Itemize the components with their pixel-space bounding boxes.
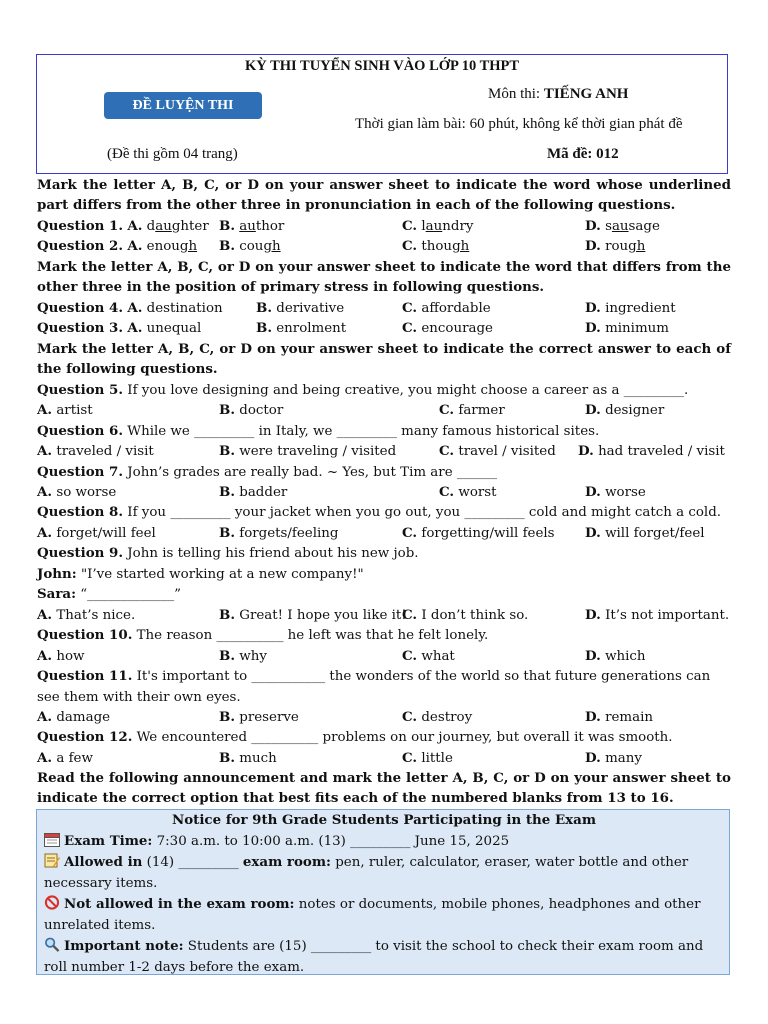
question-label: Question 4. <box>37 300 124 316</box>
question-4 <box>37 298 737 318</box>
option-letter: A. <box>37 750 53 766</box>
option-text: had traveled / visit <box>598 444 725 459</box>
not-allowed-line <box>44 894 724 936</box>
question-label: Question 11. <box>37 668 133 684</box>
option-letter: D. <box>578 443 594 459</box>
option-text: which <box>605 649 646 664</box>
announcement-title: Notice for 9th Grade Students Participating in the Exam <box>171 812 597 828</box>
option-text: It’s not important. <box>605 608 730 623</box>
calendar-icon <box>44 832 60 847</box>
question-text: While we _________ in Italy, we _________ many famous historical sites. <box>123 424 600 439</box>
speaker-label: John: <box>37 566 77 582</box>
option-letter: A. <box>37 525 53 541</box>
exam-code: Mã đề: 012 <box>547 146 619 162</box>
word-part: sage <box>628 219 660 234</box>
option-text: farmer <box>458 403 505 418</box>
option-letter: A. <box>37 484 53 500</box>
option-letter: B. <box>256 300 272 316</box>
option-text: Great! I hope you like it! <box>239 608 407 623</box>
option-text: forgetting/will feels <box>421 526 555 541</box>
question-11-stem <box>37 666 731 708</box>
word-part: ndry <box>442 219 474 234</box>
option-letter: C. <box>439 484 455 500</box>
option-text: badder <box>239 485 288 500</box>
underlined-part: au <box>425 219 443 234</box>
question-1 <box>37 216 737 236</box>
question-text: The reason __________ he left was that he felt lonely. <box>132 628 489 643</box>
option-text: artist <box>56 403 93 418</box>
option-letter: A. <box>37 443 53 459</box>
question-text: John’s grades are really bad. ~ Yes, but Tim are ______ <box>123 465 498 480</box>
exam-time-line <box>44 831 724 853</box>
option-text: travel / visited <box>458 444 556 459</box>
option-text: many <box>605 751 642 766</box>
question-6-options <box>37 441 737 461</box>
practice-badge: ĐỀ LUYỆN THI <box>104 92 262 119</box>
underlined-part: au <box>239 219 256 234</box>
option-letter: A. <box>127 300 143 316</box>
question-5-options <box>37 400 737 420</box>
option-letter: D. <box>585 525 601 541</box>
page-count: (Đề thi gồm 04 trang) <box>107 146 238 162</box>
question-8-stem <box>37 502 737 523</box>
option-text: forgets/feeling <box>239 526 339 541</box>
question-label: Question 9. <box>37 545 124 561</box>
option-text: preserve <box>239 710 299 725</box>
option-text: how <box>56 649 85 664</box>
section2-instruction: Mark the letter A, B, C, or D on your answer sheet to indicate the word that differs from the other three in the position of primary stress in following questions. <box>37 259 731 296</box>
question-11-options <box>37 707 737 727</box>
option-letter: B. <box>219 525 235 541</box>
speaker-label: Sara: <box>37 586 77 602</box>
allowed-line <box>44 852 724 894</box>
option-text: remain <box>605 710 653 725</box>
option-letter: B. <box>219 218 235 234</box>
section3-instruction: Mark the letter A, B, C, or D on your answer sheet to indicate the correct answer to each of the following questions. <box>37 341 731 378</box>
option-letter: B. <box>219 709 235 725</box>
option-letter: B. <box>256 320 272 336</box>
question-5-stem <box>37 380 737 401</box>
exam-title: KỲ THI TUYỂN SINH VÀO LỚP 10 THPT <box>244 58 520 74</box>
option-letter: D. <box>585 402 601 418</box>
option-text: destination <box>146 301 223 316</box>
word-part: d <box>146 219 156 234</box>
magnifier-icon <box>44 937 60 952</box>
option-letter: D. <box>585 300 601 316</box>
option-letter: B. <box>219 443 235 459</box>
option-letter: C. <box>439 402 455 418</box>
word-part: ghter <box>171 219 209 234</box>
announcement-box <box>36 809 730 975</box>
option-letter: D. <box>585 218 601 234</box>
important-note-text: Students are (15) _________ to visit the school to check their exam room and roll number 1-2 days before the exam. <box>44 939 704 975</box>
option-text: worst <box>458 485 497 500</box>
underlined-part: gh <box>263 239 281 254</box>
subject-name: TIẾNG ANH <box>543 86 629 102</box>
question-label: Question 1. <box>37 218 124 234</box>
allowed-text: pen, ruler, calculator, eraser, water bottle and other necessary items. <box>44 855 689 891</box>
option-letter: B. <box>219 750 235 766</box>
option-text: doctor <box>239 403 284 418</box>
question-7-options <box>37 482 737 502</box>
option-letter: A. <box>37 648 53 664</box>
question-label: Question 2. <box>37 238 124 254</box>
option-text: I don’t think so. <box>421 608 529 623</box>
option-text: enrolment <box>276 321 347 336</box>
question-text: We encountered __________ problems on our journey, but overall it was smooth. <box>132 730 673 745</box>
question-label: Question 7. <box>37 464 124 480</box>
option-text: encourage <box>421 321 493 336</box>
important-note-line <box>44 936 724 978</box>
option-letter: C. <box>402 607 418 623</box>
subject-label: Môn thi: <box>488 86 544 102</box>
dialogue-sara <box>37 584 737 605</box>
option-letter: D. <box>585 607 601 623</box>
option-letter: B. <box>219 402 235 418</box>
important-note-label: Important note: <box>64 938 184 954</box>
exam-time-text: 7:30 a.m. to 10:00 a.m. (13) _________ June 15, 2025 <box>152 833 510 849</box>
word-part: cou <box>239 239 264 254</box>
word-part: l <box>421 219 426 234</box>
option-letter: C. <box>402 218 418 234</box>
option-letter: A. <box>37 607 53 623</box>
option-text: what <box>421 649 455 664</box>
option-letter: C. <box>402 525 418 541</box>
option-letter: D. <box>585 484 601 500</box>
option-letter: C. <box>402 238 418 254</box>
dialogue-text: "I’ve started working at a new company!" <box>76 567 364 582</box>
option-letter: C. <box>439 443 455 459</box>
underlined-part: gh <box>452 239 470 254</box>
prohibited-icon <box>44 895 60 910</box>
not-allowed-text: notes or documents, mobile phones, headphones and other unrelated items. <box>44 897 701 933</box>
exam-header <box>36 54 728 174</box>
subject-line <box>488 86 628 103</box>
option-letter: C. <box>402 320 418 336</box>
question-7-stem <box>37 462 737 483</box>
option-text: destroy <box>421 710 473 725</box>
question-9-stem <box>37 543 737 564</box>
word-part: thou <box>421 239 453 254</box>
word-part: rou <box>605 239 629 254</box>
section1-instruction: Mark the letter A, B, C, or D on your answer sheet to indicate the word whose underlined part differs from the other three in pronunciation in each of the following questions. <box>37 177 731 214</box>
option-letter: D. <box>585 709 601 725</box>
question-9-options <box>37 605 737 625</box>
underlined-part: au <box>155 219 172 234</box>
question-6-stem <box>37 421 737 442</box>
option-letter: B. <box>219 238 235 254</box>
question-text: John is telling his friend about his new job. <box>123 546 419 561</box>
option-text: minimum <box>605 321 669 336</box>
option-text: That’s nice. <box>56 608 136 623</box>
option-letter: D. <box>585 750 601 766</box>
option-letter: D. <box>585 238 601 254</box>
option-letter: A. <box>127 320 143 336</box>
section4-instruction: Read the following announcement and mark the letter A, B, C, or D on your answer sheet to indicate the correct option that best fits each of the numbered blanks from 13 to 16. <box>37 770 731 807</box>
option-text: damage <box>56 710 111 725</box>
not-allowed-label: Not allowed in the exam room: <box>64 896 295 912</box>
option-letter: D. <box>585 648 601 664</box>
allowed-blank: (14) _________ <box>142 855 243 870</box>
option-text: were traveling / visited <box>239 444 397 459</box>
question-label: Question 10. <box>37 627 133 643</box>
option-letter: B. <box>219 484 235 500</box>
option-text: unequal <box>146 321 202 336</box>
dialogue-john <box>37 564 737 585</box>
option-text: why <box>239 649 267 664</box>
option-letter: C. <box>402 709 418 725</box>
allowed-label: Allowed in <box>64 854 143 870</box>
time-limit: Thời gian làm bài: 60 phút, không kể thời gian phát đề <box>355 116 683 132</box>
option-letter: B. <box>219 607 235 623</box>
option-text: traveled / visit <box>56 444 154 459</box>
option-letter: B. <box>219 648 235 664</box>
option-letter: C. <box>402 648 418 664</box>
question-2 <box>37 236 737 256</box>
option-letter: C. <box>402 750 418 766</box>
question-8-options <box>37 523 737 543</box>
option-text: derivative <box>276 301 345 316</box>
memo-icon <box>44 853 60 868</box>
option-text: worse <box>605 485 646 500</box>
question-3 <box>37 318 737 338</box>
word-part: s <box>605 219 612 234</box>
option-letter: A. <box>37 402 53 418</box>
option-text: so worse <box>56 485 117 500</box>
option-text: little <box>421 751 453 766</box>
question-text: If you love designing and being creative, you might choose a career as a _________. <box>123 383 689 398</box>
option-text: ingredient <box>605 301 676 316</box>
option-letter: A. <box>37 709 53 725</box>
option-text: will forget/feel <box>605 526 705 541</box>
option-text: forget/will feel <box>56 526 156 541</box>
option-letter: A. <box>127 218 143 234</box>
question-label: Question 8. <box>37 504 124 520</box>
question-text: If you _________ your jacket when you go out, you _________ cold and might catch a cold. <box>123 505 722 520</box>
question-12-options <box>37 748 737 768</box>
option-letter: C. <box>402 300 418 316</box>
question-label: Question 6. <box>37 423 124 439</box>
option-letter: D. <box>585 320 601 336</box>
question-10-stem <box>37 625 737 646</box>
exam-time-label: Exam Time: <box>64 832 153 849</box>
question-label: Question 3. <box>37 320 124 336</box>
word-part: enou <box>146 239 180 254</box>
option-text: designer <box>605 403 665 418</box>
question-text: It's important to ___________ the wonders of the world so that future generations can see them with their own eyes. <box>37 669 711 705</box>
underlined-part: gh <box>628 239 646 254</box>
dialogue-text: “_____________” <box>76 587 182 602</box>
question-12-stem <box>37 727 737 748</box>
option-text: a few <box>56 751 93 766</box>
word-part: thor <box>255 219 285 234</box>
question-label: Question 12. <box>37 729 133 745</box>
question-label: Question 5. <box>37 382 124 398</box>
allowed-label-2: exam room: <box>242 854 331 870</box>
option-text: much <box>239 751 277 766</box>
option-text: affordable <box>421 301 491 316</box>
question-10-options <box>37 646 737 666</box>
underlined-part: gh <box>179 239 198 254</box>
underlined-part: au <box>611 219 629 234</box>
option-letter: A. <box>127 238 143 254</box>
